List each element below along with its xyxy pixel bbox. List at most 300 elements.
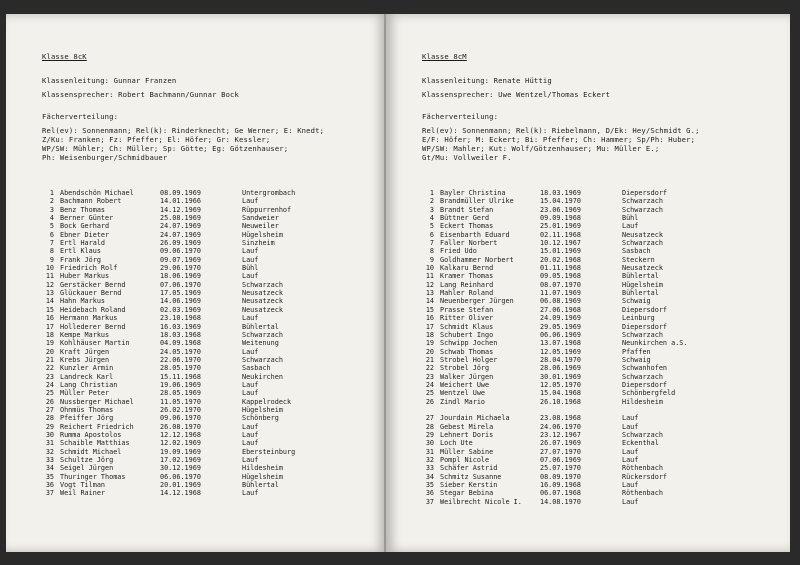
student-birthdate: 18.03.1968 [160,330,201,339]
student-hometown: Eckenthal [622,439,659,448]
student-hometown: Lauf [242,247,259,256]
student-hometown: Neusatzeck [242,305,283,314]
student-hometown: Untergrombach [242,189,296,197]
student-hometown: Bühl [242,264,259,273]
student-hometown: Sasbach [622,247,651,256]
student-birthdate: 12.02.1969 [160,439,201,448]
student-birthdate: 24.09.1969 [540,314,581,323]
student-hometown: Röthenbach [622,464,663,473]
student-name: Zindl Mario [440,397,486,406]
student-number: 36 [425,489,434,498]
student-number: 16 [45,314,54,323]
student-hometown: Lauf [242,272,259,281]
student-birthdate: 24.06.1970 [540,422,581,431]
student-number: 30 [425,439,434,448]
student-number: 1 [429,189,434,197]
student-hometown: Hügelsheim [622,280,663,289]
student-number: 11 [425,272,434,281]
student-number: 28 [45,414,54,423]
student-birthdate: 06.07.1968 [540,489,581,498]
student-number: 37 [425,497,434,506]
student-number: 25 [425,389,434,398]
student-number: 35 [45,472,54,481]
student-number: 23 [425,372,434,381]
student-birthdate: 08.09.1969 [160,189,201,197]
student-hometown: Lauf [622,481,639,490]
student-number: 17 [45,322,54,331]
student-birthdate: 12.05.1970 [540,380,581,389]
student-birthdate: 17.05.1969 [160,289,201,298]
student-name: Prasse Stefan [440,305,494,314]
student-hometown: Leinburg [622,314,655,323]
student-number: 16 [425,314,434,323]
student-hometown: Lauf [622,497,639,506]
student-hometown: Schwarzach [242,280,283,289]
student-name: Büttner Gerd [440,214,490,223]
student-name: Weichert Uwe [440,380,490,389]
student-name: Schwab Thomas [440,347,494,356]
student-name: Schwipp Jochen [440,339,498,348]
student-name: Ebner Dieter [60,230,110,239]
student-number: 26 [425,397,434,406]
student-number: 1 [49,189,54,197]
student-birthdate: 15.04.1970 [540,197,581,206]
subjects-line: Z/Ku: Franken; Fz: Pfeffer; El: Höfer; Gr: Kessler; [42,135,271,144]
student-number: 6 [49,230,54,239]
student-birthdate: 27.07.1970 [540,447,581,456]
student-birthdate: 24.05.1970 [160,347,201,356]
student-number: 7 [429,239,434,248]
student-number: 8 [429,247,434,256]
student-number: 23 [45,372,54,381]
student-hometown: Neusatzeck [242,289,283,298]
student-birthdate: 02.03.1969 [160,305,201,314]
student-birthdate: 02.11.1968 [540,230,581,239]
student-birthdate: 18.06.1969 [160,272,201,281]
student-birthdate: 28.05.1969 [160,389,201,398]
student-birthdate: 15.11.1968 [160,372,201,381]
student-name: Walker Jürgen [440,372,494,381]
student-hometown: Bühlertal [242,481,279,490]
student-name: Schaible Matthias [60,439,130,448]
student-hometown: Rückersdorf [622,472,668,481]
student-name: Wentzel Uwe [440,389,486,398]
subjects-line: Rel(ev): Sonnenmann; Rel(k): Rinderknecht; Ge Werner; E: Knedt; [42,126,325,135]
student-hometown: Hügelsheim [242,405,283,414]
student-hometown: Schwaig [622,297,651,306]
student-birthdate: 29.05.1969 [540,322,581,331]
student-birthdate: 12.12.1968 [160,430,201,439]
student-hometown: Lauf [242,255,259,264]
student-hometown: Lauf [622,414,639,423]
student-hometown: Weitenung [242,339,279,348]
student-birthdate: 11.05.1970 [160,397,201,406]
student-name: Rumma Apostolos [60,430,122,439]
student-hometown: Bühl [622,214,639,223]
student-number: 12 [45,280,54,289]
student-hometown: Neusatzeck [242,297,283,306]
student-hometown: Diepersdorf [622,189,668,197]
student-birthdate: 30.12.1969 [160,464,201,473]
student-number: 24 [425,380,434,389]
student-name: Müller Sabine [440,447,494,456]
student-number: 32 [425,456,434,464]
student-name: Ertl Harald [60,239,106,248]
subjects-line: Rel(ev): Sonnenmann; Rel(k): Riebelmann, D/Ek: Hey/Schmidt G.; [422,126,700,135]
student-hometown: Schwarzach [242,330,283,339]
student-hometown: Lauf [622,422,639,431]
student-name: Müller Peter [60,389,110,398]
student-number: 20 [425,347,434,356]
student-name: Goldhammer Norbert [440,255,514,264]
student-birthdate: 28.05.1970 [160,364,201,373]
student-number: 17 [425,322,434,331]
student-name: Pompl Nicole [440,456,490,464]
student-hometown: Schönberg [242,414,279,423]
student-birthdate: 06.08.1969 [540,297,581,306]
right-page [386,14,790,552]
student-number: 3 [429,205,434,214]
student-hometown: Sandweier [242,214,279,223]
student-birthdate: 26.02.1970 [160,405,201,414]
subjects-title: Fächerverteilung: [42,112,119,121]
student-hometown: Lauf [242,456,259,464]
student-name: Glückauer Bernd [60,289,122,298]
student-number: 33 [45,456,54,464]
student-number: 26 [45,397,54,406]
class-title: Klasse 8cK [42,52,87,61]
student-name: Schäfer Astrid [440,464,498,473]
student-birthdate: 09.09.1968 [540,214,581,223]
student-birthdate: 26.07.1969 [540,439,581,448]
student-hometown: Pfaffen [622,347,651,356]
student-birthdate: 17.02.1969 [160,456,201,464]
student-number: 13 [425,289,434,298]
student-name: Loch Ute [440,439,473,448]
student-hometown: Diepersdorf [622,305,668,314]
student-birthdate: 09.06.1970 [160,247,201,256]
student-number: 31 [45,439,54,448]
student-hometown: Lauf [622,456,639,464]
student-name: Brandt Stefan [440,205,494,214]
class-teacher: Klassenleitung: Gunnar Franzen [42,76,177,85]
student-name: Ritter Oliver [440,314,494,323]
student-name: Lehnert Doris [440,430,494,439]
student-birthdate: 24.07.1969 [160,222,201,231]
student-hometown: Diepersdorf [622,322,668,331]
student-name: Jourdain Michaela [440,414,510,423]
student-name: Kalkaru Bernd [440,264,494,273]
student-hometown: Lauf [242,380,259,389]
student-number: 34 [425,472,434,481]
student-number: 10 [425,264,434,273]
student-name: Sieber Kerstin [440,481,498,490]
student-birthdate: 25.01.1969 [540,222,581,231]
student-hometown: Diepersdorf [622,380,668,389]
student-hometown: Lauf [622,447,639,456]
student-name: Berner Günter [60,214,114,223]
student-number: 21 [45,355,54,364]
student-number: 13 [45,289,54,298]
student-number: 5 [429,222,434,231]
student-hometown: Lauf [242,314,259,323]
student-number: 21 [425,355,434,364]
student-birthdate: 20.01.1969 [160,481,201,490]
student-number: 29 [425,430,434,439]
student-hometown: Lauf [242,489,259,498]
student-birthdate: 14.06.1969 [160,297,201,306]
student-name: Ohnmüs Thomas [60,405,114,414]
student-number: 19 [425,339,434,348]
student-name: Schmitz Susanne [440,472,502,481]
student-birthdate: 12.05.1969 [540,347,581,356]
student-name: Faller Norbert [440,239,498,248]
student-hometown: Bühlertal [622,289,659,298]
student-number: 10 [45,264,54,273]
subjects-line: Ph: Weisenburger/Schmidbauer [42,153,168,162]
student-birthdate: 30.01.1969 [540,372,581,381]
student-birthdate: 26.08.1970 [160,422,201,431]
subjects-line: Gt/Mu: Vollweiler F. [422,153,512,162]
class-title: Klasse 8cM [422,52,467,61]
subjects-line: E/F: Höfer; M: Eckert; Bi: Pfeffer; Ch: Hammer; Sp/Ph: Huber; [422,135,696,144]
student-birthdate: 23.06.1969 [540,205,581,214]
student-hometown: Lauf [242,430,259,439]
student-number: 4 [429,214,434,223]
student-hometown: Schwarzach [622,372,663,381]
left-page [6,14,386,552]
student-birthdate: 23.10.1968 [160,314,201,323]
student-name: Ertl Klaus [60,247,101,256]
student-birthdate: 09.05.1968 [540,272,581,281]
student-hometown: Bühlertal [622,272,659,281]
student-number: 2 [429,197,434,206]
student-birthdate: 25.07.1970 [540,464,581,473]
student-name: Eisenbarth Eduard [440,230,510,239]
student-birthdate: 16.03.1969 [160,322,201,331]
student-name: Stegar Bebina [440,489,494,498]
student-name: Benz Thomas [60,205,106,214]
student-hometown: Neusatzeck [622,230,663,239]
student-birthdate: 01.11.1968 [540,264,581,273]
class-teacher: Klassenleitung: Renate Hüttig [422,76,552,85]
student-birthdate: 14.12.1968 [160,489,201,498]
student-name: Frank Jörg [60,255,101,264]
student-number: 9 [49,255,54,264]
student-hometown: Kappelrodeck [242,397,292,406]
student-name: Hollederer Bernd [60,322,126,331]
student-birthdate: 08.07.1970 [540,280,581,289]
student-number: 30 [45,430,54,439]
student-number: 14 [45,297,54,306]
student-birthdate: 16.09.1968 [540,481,581,490]
student-name: Brandmüller Ulrike [440,197,514,206]
student-name: Bachmann Robert [60,197,122,206]
student-number: 6 [429,230,434,239]
student-number: 28 [425,422,434,431]
student-name: Kempe Markus [60,330,110,339]
student-name: Weilbrecht Nicole I. [440,497,522,506]
student-hometown: Ebersteinburg [242,447,296,456]
student-birthdate: 23.08.1968 [540,414,581,423]
student-name: Lang Christian [60,380,118,389]
student-hometown: Lauf [242,347,259,356]
student-name: Weil Rainer [60,489,106,498]
student-birthdate: 29.06.1970 [160,264,201,273]
student-name: Huber Markus [60,272,110,281]
student-birthdate: 20.02.1968 [540,255,581,264]
student-hometown: Lauf [242,422,259,431]
student-number: 24 [45,380,54,389]
student-number: 5 [49,222,54,231]
student-number: 9 [429,255,434,264]
student-hometown: Lauf [242,439,259,448]
student-hometown: Schwarzach [622,205,663,214]
student-birthdate: 14.12.1969 [160,205,201,214]
student-birthdate: 09.06.1970 [160,414,201,423]
student-birthdate: 23.12.1967 [540,430,581,439]
student-number: 4 [49,214,54,223]
student-name: Lang Reinhard [440,280,494,289]
student-number: 18 [45,330,54,339]
student-number: 22 [45,364,54,373]
student-name: Strobel Jörg [440,364,490,373]
student-birthdate: 15.04.1968 [540,389,581,398]
student-name: Kunzler Armin [60,364,114,373]
student-number: 18 [425,330,434,339]
student-hometown: Sinzheim [242,239,275,248]
student-number: 36 [45,481,54,490]
student-hometown: Rüppurrenhof [242,205,292,214]
student-hometown: Schwarzach [622,197,663,206]
student-number: 34 [45,464,54,473]
student-number: 14 [425,297,434,306]
student-name: Schmidt Klaus [440,322,494,331]
student-number: 8 [49,247,54,256]
student-birthdate: 06.06.1969 [540,330,581,339]
student-name: Schmidt Michael [60,447,122,456]
student-birthdate: 27.06.1968 [540,305,581,314]
student-name: Schubert Ingo [440,330,494,339]
student-hometown: Röthenbach [622,489,663,498]
student-hometown: Lauf [242,197,259,206]
student-hometown: Neunkirchen a.S. [622,339,688,348]
student-hometown: Schwarzach [622,430,663,439]
student-hometown: Neusatzeck [622,264,663,273]
student-number: 11 [45,272,54,281]
student-name: Strobel Holger [440,355,498,364]
subjects-line: WP/SW: Mahler; Kut: Wolf/Götzenhauser; Mu: Müller E.; [422,144,660,153]
student-number: 15 [425,305,434,314]
student-hometown: Lauf [622,222,639,231]
student-birthdate: 25.08.1969 [160,214,201,223]
student-birthdate: 13.07.1968 [540,339,581,348]
student-birthdate: 28.06.1969 [540,364,581,373]
class-speakers: Klassensprecher: Uwe Wentzel/Thomas Eckert [422,90,611,99]
student-birthdate: 19.06.1969 [160,380,201,389]
student-hometown: Schwarzach [622,330,663,339]
student-number: 33 [425,464,434,473]
student-number: 31 [425,447,434,456]
student-hometown: Schwarzach [242,355,283,364]
student-birthdate: 18.03.1969 [540,189,581,197]
student-hometown: Hildesheim [242,464,283,473]
student-birthdate: 19.09.1969 [160,447,201,456]
student-hometown: Steckern [622,255,655,264]
student-number: 27 [425,414,434,423]
student-birthdate: 15.01.1969 [540,247,581,256]
student-name: Krebs Jürgen [60,355,110,364]
student-number: 7 [49,239,54,248]
student-birthdate: 08.09.1970 [540,472,581,481]
student-number: 19 [45,339,54,348]
student-number: 27 [45,405,54,414]
student-birthdate: 10.12.1967 [540,239,581,248]
student-number: 25 [45,389,54,398]
student-birthdate: 06.06.1970 [160,472,201,481]
student-name: Schultze Jörg [60,456,114,464]
student-number: 15 [45,305,54,314]
student-hometown: Neuweiler [242,222,279,231]
student-name: Eckert Thomas [440,222,494,231]
student-name: Bock Gerhard [60,222,110,231]
student-hometown: Sasbach [242,364,271,373]
student-name: Abendschön Michael [60,189,134,197]
student-number: 20 [45,347,54,356]
student-name: Thuringer Thomas [60,472,126,481]
student-birthdate: 07.06.1969 [540,456,581,464]
student-birthdate: 14.01.1966 [160,197,201,206]
student-number: 37 [45,489,54,498]
student-number: 12 [425,280,434,289]
subjects-title: Fächerverteilung: [422,112,499,121]
student-name: Friedrich Rolf [60,264,118,273]
student-name: Hahn Markus [60,297,106,306]
student-hometown: Hildesheim [622,397,663,406]
student-name: Reichert Friedrich [60,422,134,431]
student-hometown: Hügelsheim [242,230,283,239]
student-birthdate: 11.07.1969 [540,289,581,298]
student-name: Kramer Thomas [440,272,494,281]
student-birthdate: 14.08.1970 [540,497,581,506]
student-name: Heidebach Roland [60,305,126,314]
student-name: Landreck Karl [60,372,114,381]
student-name: Fried Udo [440,247,477,256]
student-name: Seigel Jürgen [60,464,114,473]
student-number: 29 [45,422,54,431]
student-birthdate: 26.10.1968 [540,397,581,406]
student-name: Nussberger Michael [60,397,134,406]
student-hometown: Schönbergfeld [622,389,676,398]
student-hometown: Neukirchen [242,372,283,381]
student-hometown: Schwanhofen [622,364,668,373]
student-birthdate: 09.07.1969 [160,255,201,264]
student-name: Pfeiffer Jörg [60,414,114,423]
student-number: 22 [425,364,434,373]
student-name: Gebest Mirela [440,422,494,431]
student-number: 35 [425,481,434,490]
student-number: 3 [49,205,54,214]
student-hometown: Schwarzach [622,239,663,248]
student-birthdate: 24.07.1969 [160,230,201,239]
student-number: 32 [45,447,54,456]
class-speakers: Klassensprecher: Robert Bachmann/Gunnar Bock [42,90,239,99]
student-hometown: Bühlertal [242,322,279,331]
student-birthdate: 22.06.1970 [160,355,201,364]
student-name: Bayler Christina [440,189,506,197]
student-name: Hermann Markus [60,314,118,323]
student-hometown: Schwaig [622,355,651,364]
